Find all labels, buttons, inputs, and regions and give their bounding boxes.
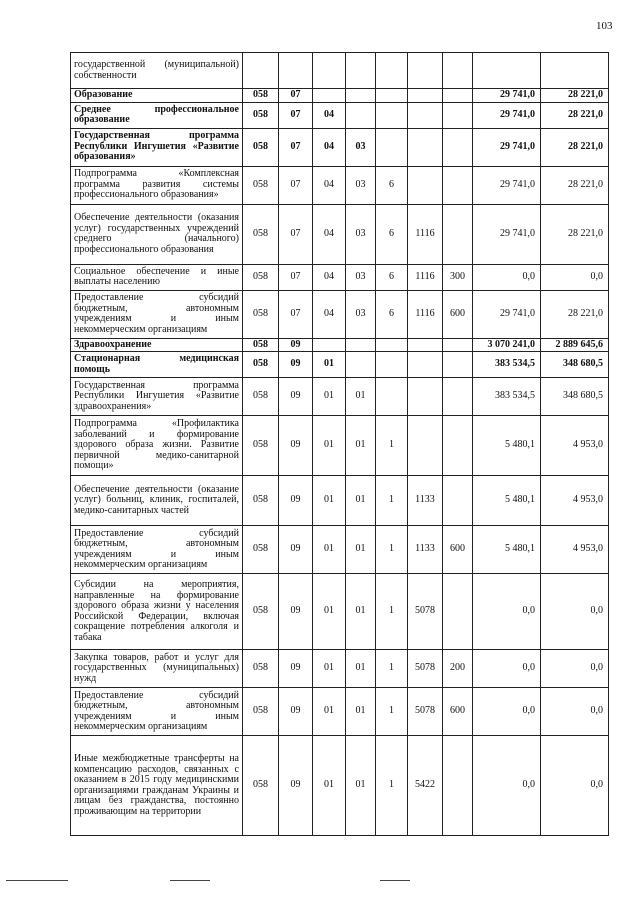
row-name: Государственная программа Республики Ингушетия «Развитие здравоохранения» [71,378,243,416]
code-ministry: 058 [243,264,279,290]
code-target: 1116 [408,290,443,338]
amount-year2: 4 953,0 [541,476,609,526]
code-subprogram [376,102,408,128]
code-ministry: 058 [243,688,279,736]
code-subprogram [376,338,408,352]
code-ministry: 058 [243,650,279,688]
code-section: 09 [279,476,313,526]
code-target [408,166,443,204]
code-target: 5422 [408,736,443,836]
table-row [71,290,609,338]
code-ministry: 058 [243,352,279,378]
amount-year2: 0,0 [541,264,609,290]
table-row [71,264,609,290]
code-subprogram: 6 [376,290,408,338]
code-target [408,338,443,352]
code-section: 07 [279,290,313,338]
amount-year1: 0,0 [473,264,541,290]
code-ministry: 058 [243,102,279,128]
code-section: 09 [279,352,313,378]
amount-year2: 4 953,0 [541,526,609,574]
amount-year1: 0,0 [473,574,541,650]
code-ministry: 058 [243,416,279,476]
amount-year1 [473,53,541,89]
code-subprogram: 1 [376,688,408,736]
amount-year2: 28 221,0 [541,102,609,128]
code-expense-type: 200 [443,650,473,688]
row-name: Подпрограмма «Профилактика заболеваний и формирование здорового образа жизни. Развитие первичной медико-санитарной помощи» [71,416,243,476]
row-name: Обеспечение деятельности (оказания услуг) государственных учреждений среднего (начального) профессионального образования [71,204,243,264]
code-program: 03 [346,204,376,264]
amount-year2: 0,0 [541,650,609,688]
budget-table [70,52,609,836]
code-subprogram [376,89,408,103]
code-section: 09 [279,526,313,574]
amount-year2 [541,53,609,89]
amount-year1: 29 741,0 [473,166,541,204]
code-subprogram: 6 [376,204,408,264]
code-section: 07 [279,264,313,290]
code-target: 1116 [408,264,443,290]
row-name: Предоставление субсидий бюджетным, автономным учреждениям и иным некоммерческим организациям [71,290,243,338]
code-section: 07 [279,166,313,204]
table-row [71,416,609,476]
code-section: 09 [279,688,313,736]
code-program: 01 [346,574,376,650]
code-subprogram [376,378,408,416]
table-row [71,688,609,736]
code-subprogram: 1 [376,736,408,836]
amount-year1: 383 534,5 [473,378,541,416]
code-expense-type [443,378,473,416]
code-subsection: 04 [313,128,346,166]
code-subsection: 01 [313,574,346,650]
row-name: Предоставление субсидий бюджетным, автономным учреждениям и иным некоммерческим организациям [71,526,243,574]
code-expense-type [443,416,473,476]
code-subsection: 01 [313,352,346,378]
code-subsection: 01 [313,476,346,526]
table-row [71,89,609,103]
code-program [346,102,376,128]
table-row [71,166,609,204]
row-name: государственной (муниципальной) собственности [71,53,243,89]
amount-year2: 0,0 [541,688,609,736]
code-subsection: 04 [313,264,346,290]
amount-year1: 29 741,0 [473,128,541,166]
code-section: 09 [279,574,313,650]
code-program [346,89,376,103]
row-name: Субсидии на мероприятия, направленные на формирование здорового образа жизни у населения Российской Федерации, включая сокращение потребления алкоголя и табака [71,574,243,650]
code-subprogram: 6 [376,166,408,204]
code-section: 07 [279,128,313,166]
code-subsection [313,53,346,89]
code-ministry: 058 [243,204,279,264]
code-expense-type: 300 [443,264,473,290]
code-subsection: 01 [313,688,346,736]
amount-year1: 5 480,1 [473,476,541,526]
code-program [346,352,376,378]
code-subsection: 04 [313,204,346,264]
code-expense-type [443,574,473,650]
amount-year2: 2 889 645,6 [541,338,609,352]
row-name: Иные межбюджетные трансферты на компенсацию расходов, связанных с оказанием в 2015 году медицинскими организациями гражданам Украины и лицам без гражданства, постоянно проживающим на территории [71,736,243,836]
code-subsection: 01 [313,416,346,476]
code-program: 03 [346,166,376,204]
amount-year2: 28 221,0 [541,204,609,264]
amount-year2: 348 680,5 [541,352,609,378]
amount-year1: 0,0 [473,688,541,736]
code-ministry [243,53,279,89]
amount-year2: 28 221,0 [541,166,609,204]
code-expense-type [443,128,473,166]
code-target: 1133 [408,526,443,574]
code-ministry: 058 [243,338,279,352]
row-name: Государственная программа Республики Ингушетия «Развитие образования» [71,128,243,166]
amount-year2: 28 221,0 [541,290,609,338]
amount-year2: 0,0 [541,574,609,650]
table-row [71,736,609,836]
amount-year1: 29 741,0 [473,204,541,264]
amount-year2: 4 953,0 [541,416,609,476]
row-name: Среднее профессиональное образование [71,102,243,128]
amount-year1: 5 480,1 [473,526,541,574]
code-ministry: 058 [243,378,279,416]
table-row [71,338,609,352]
code-target [408,102,443,128]
code-ministry: 058 [243,290,279,338]
row-name: Образование [71,89,243,103]
code-ministry: 058 [243,476,279,526]
code-expense-type: 600 [443,688,473,736]
code-program: 01 [346,650,376,688]
code-program [346,53,376,89]
table-row [71,102,609,128]
table-row [71,204,609,264]
code-section: 09 [279,650,313,688]
code-section [279,53,313,89]
code-subsection [313,89,346,103]
code-expense-type [443,89,473,103]
code-subsection: 01 [313,526,346,574]
code-section: 07 [279,89,313,103]
code-target: 5078 [408,650,443,688]
row-name: Обеспечение деятельности (оказание услуг) больниц, клиник, госпиталей, медико-санитарных частей [71,476,243,526]
table-row [71,128,609,166]
code-program: 01 [346,688,376,736]
code-program: 03 [346,264,376,290]
code-expense-type [443,338,473,352]
page-number: 103 [596,20,613,32]
code-subprogram: 1 [376,416,408,476]
amount-year2: 28 221,0 [541,89,609,103]
code-section: 09 [279,338,313,352]
code-ministry: 058 [243,526,279,574]
code-subprogram: 1 [376,526,408,574]
code-target: 1116 [408,204,443,264]
code-program: 01 [346,736,376,836]
code-expense-type [443,53,473,89]
code-program: 01 [346,416,376,476]
code-section: 07 [279,102,313,128]
code-ministry: 058 [243,736,279,836]
code-expense-type [443,736,473,836]
table-row [71,476,609,526]
amount-year1: 0,0 [473,650,541,688]
code-target: 1133 [408,476,443,526]
code-subprogram [376,128,408,166]
code-target [408,352,443,378]
code-ministry: 058 [243,574,279,650]
code-program: 01 [346,378,376,416]
table-row [71,352,609,378]
row-name: Предоставление субсидий бюджетным, автономным учреждениям и иным некоммерческим организациям [71,688,243,736]
code-program [346,338,376,352]
code-ministry: 058 [243,128,279,166]
table-row [71,53,609,89]
code-subsection: 01 [313,378,346,416]
code-target: 5078 [408,574,443,650]
row-name: Подпрограмма «Комплексная программа развития системы профессионального образования» [71,166,243,204]
code-ministry: 058 [243,89,279,103]
code-target: 5078 [408,688,443,736]
table-row [71,574,609,650]
code-program: 03 [346,290,376,338]
code-subprogram: 6 [376,264,408,290]
code-subprogram: 1 [376,650,408,688]
code-program: 01 [346,526,376,574]
footer-divider [170,880,210,881]
amount-year1: 29 741,0 [473,290,541,338]
code-expense-type [443,476,473,526]
amount-year1: 0,0 [473,736,541,836]
code-subsection: 04 [313,290,346,338]
code-subsection: 04 [313,166,346,204]
code-expense-type: 600 [443,526,473,574]
code-subprogram: 1 [376,476,408,526]
code-expense-type: 600 [443,290,473,338]
amount-year1: 29 741,0 [473,102,541,128]
amount-year1: 5 480,1 [473,416,541,476]
code-section: 07 [279,204,313,264]
amount-year1: 29 741,0 [473,89,541,103]
code-program: 03 [346,128,376,166]
code-expense-type [443,102,473,128]
code-subprogram [376,53,408,89]
amount-year2: 28 221,0 [541,128,609,166]
code-expense-type [443,204,473,264]
amount-year2: 348 680,5 [541,378,609,416]
code-section: 09 [279,416,313,476]
table-row [71,378,609,416]
code-target [408,416,443,476]
code-subsection: 04 [313,102,346,128]
row-name: Закупка товаров, работ и услуг для государственных (муниципальных) нужд [71,650,243,688]
row-name: Социальное обеспечение и иные выплаты населению [71,264,243,290]
code-subsection: 01 [313,650,346,688]
code-target [408,378,443,416]
amount-year1: 3 070 241,0 [473,338,541,352]
code-expense-type [443,166,473,204]
code-section: 09 [279,378,313,416]
footer-divider [380,880,410,881]
code-subprogram [376,352,408,378]
code-subsection: 01 [313,736,346,836]
table-row [71,650,609,688]
row-name: Стационарная медицинская помощь [71,352,243,378]
code-subprogram: 1 [376,574,408,650]
footer-divider [6,880,68,881]
amount-year1: 383 534,5 [473,352,541,378]
code-target [408,89,443,103]
code-subsection [313,338,346,352]
row-name: Здравоохранение [71,338,243,352]
table-row [71,526,609,574]
code-ministry: 058 [243,166,279,204]
code-target [408,53,443,89]
code-target [408,128,443,166]
amount-year2: 0,0 [541,736,609,836]
code-expense-type [443,352,473,378]
code-section: 09 [279,736,313,836]
code-program: 01 [346,476,376,526]
